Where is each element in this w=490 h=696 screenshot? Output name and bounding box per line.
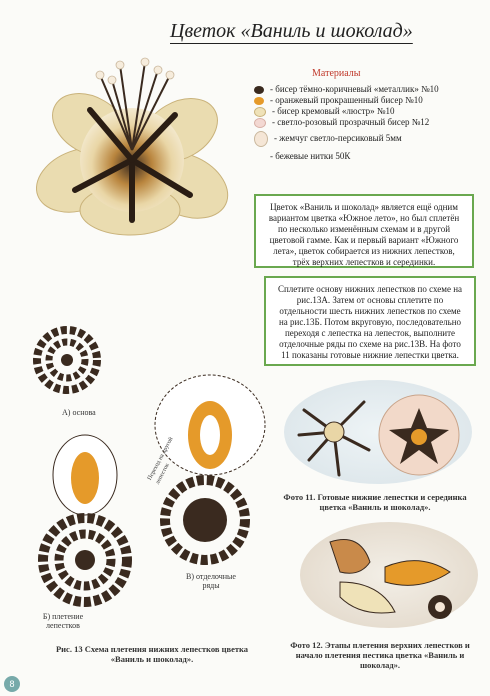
material-item: - жемчуг светло-персиковый 5мм — [254, 131, 402, 147]
photo-12 — [300, 522, 478, 628]
bead-swatch-icon — [254, 118, 266, 128]
material-item: - бежевые нитки 50К — [270, 151, 351, 161]
page-number: 8 — [4, 676, 20, 692]
pearl-swatch-icon — [254, 131, 268, 147]
diagram-label-b: Б) плетение лепестков — [42, 612, 84, 630]
material-item: - бисер тёмно-коричневый «металлик» №10 — [254, 84, 439, 95]
bead-diagrams — [0, 310, 290, 640]
lower-petals-illustration — [284, 380, 472, 484]
diagram-label-a: А) основа — [62, 408, 96, 417]
photo-12-caption: Фото 12. Этапы плетения верхних лепестков и начало плетения пестика цветка «Ваниль и шоколад». — [290, 640, 470, 670]
photo-11-caption: Фото 11. Готовые нижние лепестки и серединка цветка «Ваниль и шоколад». — [283, 492, 467, 512]
bead-swatch-icon — [254, 86, 264, 94]
diagram-petals — [43, 435, 127, 602]
bead-swatch-icon — [254, 97, 264, 105]
photo-11 — [284, 380, 472, 484]
page-title: Цветок «Ваниль и шоколад» — [170, 20, 413, 42]
diagram-label-c: В) отделочные ряды — [186, 572, 236, 590]
diagram-label-transition: Переход на другой лепесток — [146, 436, 175, 486]
material-item: - оранжевый прокрашенный бисер №10 — [254, 95, 423, 106]
intro-textbox: Цветок «Ваниль и шоколад» является ещё одним вариантом цветка «Южное лето», но был сплетён по несколько изменённым схемам и в другой цветовой гамме. Как и первый вариант «Южного лета», цветок собирается из нижних лепестков, трёх верхних лепестков и серединки. — [254, 194, 474, 268]
diagram-base — [37, 330, 97, 390]
figure-13-caption: Рис. 13 Схема плетения нижних лепестков цветка «Ваниль и шоколад». — [55, 644, 249, 664]
material-item: - бисер кремовый «люстр» №10 — [254, 106, 395, 117]
bead-swatch-icon — [254, 107, 266, 117]
material-item: - светло-розовый прозрачный бисер №12 — [254, 117, 429, 128]
flower-photo — [20, 40, 248, 240]
upper-petals-illustration — [300, 522, 478, 628]
materials-heading: Материалы — [312, 68, 361, 79]
instructions-textbox: Сплетите основу нижних лепестков по схеме на рис.13А. Затем от основы сплетите по отдельности шесть нижних лепестков по схеме на рис.13Б. Потом вкруговую, последовательно переходя с лепестка на лепесток, выполните отделочные ряды по схеме на рис.13В. На фото 11 показаны готовые нижние лепестки цветка. — [264, 276, 476, 366]
